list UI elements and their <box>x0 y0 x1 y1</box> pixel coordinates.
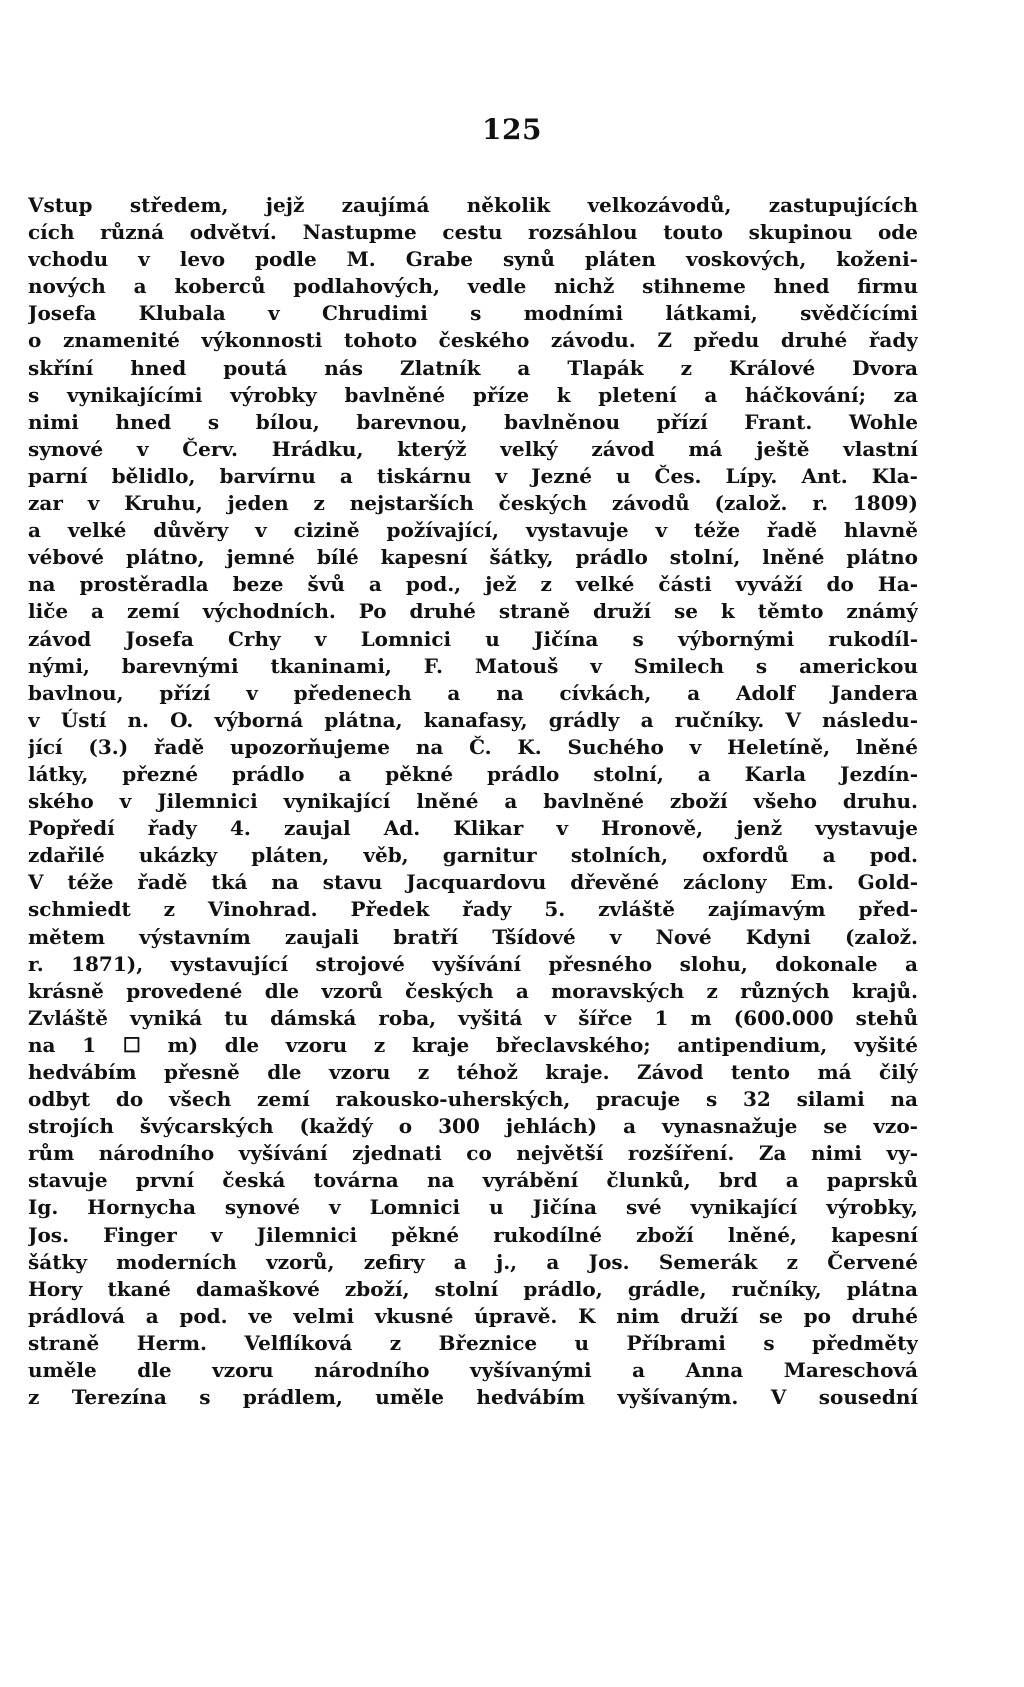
body-text <box>28 192 918 1411</box>
text-line: zar v Kruhu, jeden z nejstarších českých závodů (založ. r. 1809) <box>28 491 918 516</box>
text-line: synové v Červ. Hrádku, kterýž velký závod má ještě vlastní <box>28 436 918 461</box>
text-line: Hory tkané damaškové zboží, stolní prádlo, grádle, ručníky, plátna <box>28 1276 918 1301</box>
text-line: prádlová a pod. ve velmi vkusné úpravě. K nim druží se po druhé <box>28 1303 918 1328</box>
text-line: o znamenité výkonnosti tohoto českého závodu. Z předu druhé řady <box>28 328 918 353</box>
text-line: jící (3.) řadě upozorňujeme na Č. K. Suchého v Heletíně, lněné <box>28 734 918 759</box>
text-line: závod Josefa Crhy v Lomnici u Jičína s výbornými rukodíl- <box>28 626 918 651</box>
text-line: Popředí řady 4. zaujal Ad. Klikar v Hronově, jenž vystavuje <box>28 816 918 841</box>
text-line: schmiedt z Vinohrad. Předek řady 5. zvláště zajímavým před- <box>28 897 918 922</box>
text-line: stavuje první česká továrna na vyrábění člunků, brd a paprsků <box>28 1168 918 1193</box>
text-line: Ig. Hornycha synové v Lomnici u Jičína své vynikající výrobky, <box>28 1195 918 1220</box>
text-line: a velké důvěry v cizině požívající, vystavuje v téže řadě hlavně <box>28 518 918 543</box>
text-line: Zvláště vyniká tu dámská roba, vyšitá v šířce 1 m (600.000 stehů <box>28 1005 918 1030</box>
text-line: ského v Jilemnici vynikající lněné a bavlněné zboží všeho druhu. <box>28 789 918 814</box>
text-line: vchodu v levo podle M. Grabe synů pláten voskových, koženi- <box>28 247 918 272</box>
text-line: v Ústí n. O. výborná plátna, kanafasy, grádly a ručníky. V následu- <box>28 707 918 732</box>
text-line: r. 1871), vystavující strojové vyšívání přesného slohu, dokonale a <box>28 951 918 976</box>
text-line: Jos. Finger v Jilemnici pěkné rukodílné zboží lněné, kapesní <box>28 1222 918 1247</box>
text-line: na prostěradla beze švů a pod., jež z velké části vyváží do Ha- <box>28 572 918 597</box>
text-line: uměle dle vzoru národního vyšívanými a Anna Mareschová <box>28 1358 918 1383</box>
text-line: liče a zemí východních. Po druhé straně druží se k těmto známý <box>28 599 918 624</box>
text-line: odbyt do všech zemí rakousko-uherských, pracuje s 32 silami na <box>28 1087 918 1112</box>
text-line: s vynikajícími výrobky bavlněné příze k pletení a háčkování; za <box>28 382 918 407</box>
text-line: z Terezína s prádlem, uměle hedvábím vyšívaným. V sousední <box>28 1385 918 1410</box>
page-number: 125 <box>482 113 542 146</box>
text-line: Vstup středem, jejž zaujímá několik velkozávodů, zastupujících <box>28 193 918 217</box>
text-line: rům národního vyšívání zjednati co největší rozšíření. Za nimi vy- <box>28 1141 918 1166</box>
text-line: nimi hned s bílou, barevnou, bavlněnou přízí Frant. Wohle <box>28 409 918 434</box>
text-line: zdařilé ukázky pláten, věb, garnitur stolních, oxfordů a pod. <box>28 843 918 868</box>
text-line: V téže řadě tká na stavu Jacquardovu dřevěné záclony Em. Gold- <box>28 870 918 895</box>
text-line: cích různá odvětví. Nastupme cestu rozsáhlou touto skupinou ode <box>28 220 918 245</box>
text-line: nými, barevnými tkaninami, F. Matouš v Smilech s americkou <box>28 653 918 678</box>
text-line: Josefa Klubala v Chrudimi s modními látkami, svědčícími <box>28 301 918 326</box>
text-line: hedvábím přesně dle vzoru z téhož kraje. Závod tento má čilý <box>28 1060 918 1084</box>
text-line: nových a koberců podlahových, vedle nichž stihneme hned firmu <box>28 274 918 299</box>
text-line: strojích švýcarských (každý o 300 jehlách) a vynasnažuje se vzo- <box>28 1114 918 1139</box>
text-line: parní bělidlo, barvírnu a tiskárnu v Jezné u Čes. Lípy. Ant. Kla- <box>28 463 918 488</box>
text-line: skříní hned poutá nás Zlatník a Tlapák z Králové Dvora <box>28 355 918 380</box>
text-line: mětem výstavním zaujali bratří Tšídové v Nové Kdyni (založ. <box>28 924 918 949</box>
text-line: látky, přezné prádlo a pěkné prádlo stolní, a Karla Jezdín- <box>28 761 918 786</box>
text-line: na 1 ☐ m) dle vzoru z kraje břeclavského; antipendium, vyšité <box>28 1032 918 1057</box>
text-line: straně Herm. Velflíková z Březnice u Příbrami s předměty <box>28 1330 918 1355</box>
text-line: vébové plátno, jemné bílé kapesní šátky, prádlo stolní, lněné plátno <box>28 545 918 570</box>
text-line: bavlnou, přízí v předenech a na cívkách, a Adolf Jandera <box>28 680 918 705</box>
text-line: krásně provedené dle vzorů českých a moravských z různých krajů. <box>28 978 918 1003</box>
text-line: šátky moderních vzorů, zefiry a j., a Jos. Semerák z Červené <box>28 1249 918 1274</box>
